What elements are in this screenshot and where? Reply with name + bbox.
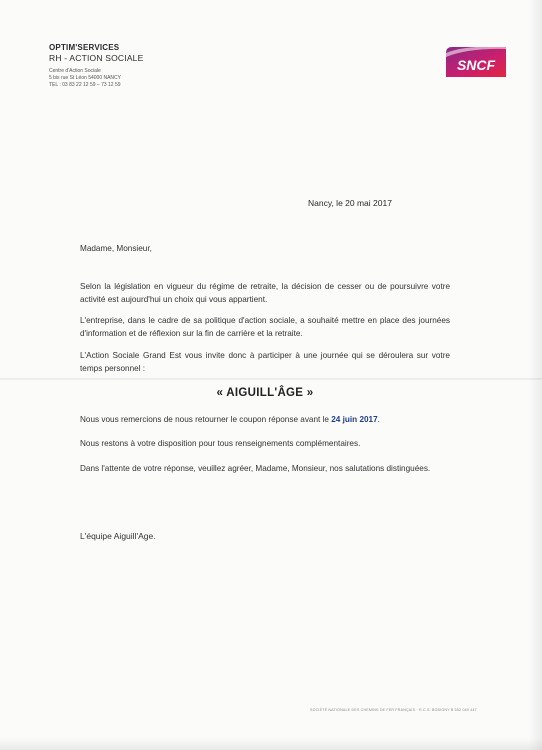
footer-legal-text: SOCIÉTÉ NATIONALE DES CHEMINS DE FER FRANÇAIS · R.C.S. BOBIGNY B 552 049 447	[310, 708, 477, 712]
page-bottom-shadow	[0, 738, 542, 750]
paragraph-closing: Dans l'attente de votre réponse, veuillez agréer, Madame, Monsieur, nos salutations distinguées.	[80, 464, 431, 473]
paragraph-retirement-choice: Selon la législation en vigueur du régime de retraite, la décision de cesser ou de poursuivre votre activité est aujourd'hui un choix qui vous appartient.	[80, 282, 450, 304]
paragraph-reply-deadline	[80, 413, 450, 426]
paragraph-company-policy: L'entreprise, dans le cadre de sa politique d'action sociale, a souhaité mettre en place des journées d'information et de réflexion sur la fin de carrière et la retraite.	[80, 316, 450, 338]
sender-address-line1: Centre d'Action Sociale	[49, 68, 101, 74]
paragraph-invitation: L'Action Sociale Grand Est vous invite donc à participer à une journée qui se déroulera sur votre temps personnel :	[80, 351, 450, 373]
sender-address-line2: 5 bis rue St Léon 54000 NANCY	[49, 75, 121, 81]
salutation: Madame, Monsieur,	[80, 244, 152, 253]
event-title: « AIGUILL'ÂGE »	[216, 387, 314, 399]
sncf-logo	[444, 43, 508, 79]
deadline-date: 24 juin 2017	[331, 415, 378, 424]
reply-text: Nous vous remercions de nous retourner le coupon réponse avant le	[80, 415, 332, 424]
paragraph-availability: Nous restons à votre disposition pour tous renseignements complémentaires.	[80, 439, 361, 448]
sender-org-name: OPTIM'SERVICES	[49, 43, 120, 52]
signature: L'équipe Aiguill'Age.	[80, 531, 156, 541]
paper-fold-line	[0, 378, 542, 380]
letter-date: Nancy, le 20 mai 2017	[308, 198, 392, 208]
logo-text: SNCF	[456, 57, 496, 73]
sender-block	[49, 43, 143, 89]
reply-text-end: .	[377, 415, 380, 424]
sender-department: RH - ACTION SOCIALE	[49, 53, 144, 63]
sender-phone: TEL : 03 83 22 12 59 – 73 12 59	[49, 82, 121, 88]
page-edge-shadow	[528, 0, 542, 750]
